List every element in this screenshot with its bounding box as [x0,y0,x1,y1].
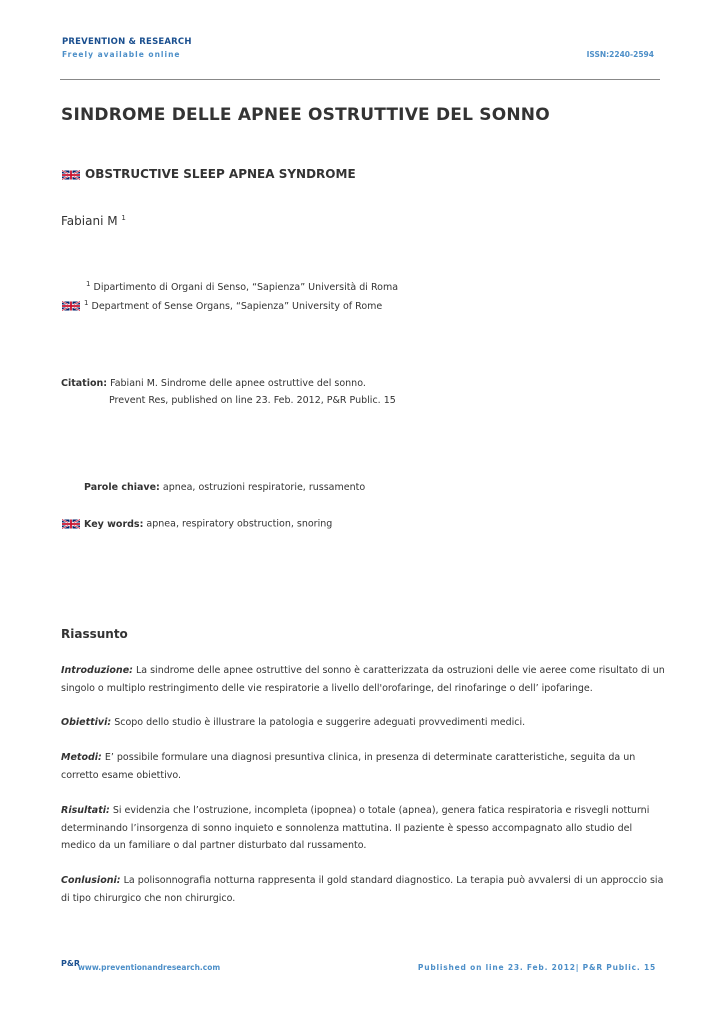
uk-flag-icon [62,169,80,181]
section-label: Introduzione: [61,665,133,676]
uk-flag-icon [62,300,80,312]
issn: ISSN:2240-2594 [586,50,654,59]
section-label: Metodi: [61,752,102,763]
parole-chiave [84,482,365,493]
key-words-text: apnea, respiratory obstruction, snoring [146,518,333,530]
section-text: Scopo dello studio è illustrare la patologia e suggerire adeguati provvedimenti medici. [114,717,526,728]
header-divider [60,79,660,80]
citation-line-2: Prevent Res, published on line 23. Feb. 2012, P&R Public. 15 [109,395,396,406]
abstract-obiettivi [61,714,666,732]
author-affiliation-mark: 1 [121,214,126,222]
abstract-risultati [61,802,666,855]
author [61,214,126,228]
parole-chiave-text: apnea, ostruzioni respiratorie, russamento [162,482,366,493]
affiliation-italian [86,279,399,293]
citation [61,375,396,409]
section-text: La polisonnografia notturna rappresenta il gold standard diagnostico. La terapia può avvalersi di un approccio sia di tipo chirurgico che non chirurgico. [61,875,664,904]
english-title-text: OBSTRUCTIVE SLEEP APNEA SYNDROME [85,167,356,181]
key-words-label: Key words: [84,518,144,530]
affiliation-mark: 1 [86,279,91,288]
abstract-introduzione [61,662,666,697]
abstract-metodi [61,749,666,784]
riassunto-heading: Riassunto [61,627,128,641]
abstract-conclusioni [61,872,666,907]
affiliation-text: Dipartimento di Organi di Senso, “Sapienza” Università di Roma [93,282,399,293]
section-text: E’ possibile formulare una diagnosi presuntiva clinica, in presenza di determinate caratteristiche, seguita da un corretto esame obiettivo. [61,752,636,781]
english-title [62,167,356,181]
section-text: La sindrome delle apnee ostruttive del sonno è caratterizzata da ostruzioni delle vie aeree come risultato di un singolo o multiplo restringimento delle vie respiratorie a livello dell'orofaringe, del rinofaringe o dell’ ipofaringe. [61,665,665,694]
footer-published: Published on line 23. Feb. 2012| P&R Public. 15 [417,963,656,972]
section-label: Obiettivi: [61,717,112,728]
uk-flag-icon [62,518,80,530]
section-label: Conlusioni: [61,875,121,886]
affiliation-text: Department of Sense Organs, “Sapienza” University of Rome [91,300,383,312]
author-name: Fabiani M [61,214,118,228]
citation-label: Citation: [61,378,108,389]
article-title: SINDROME DELLE APNEE OSTRUTTIVE DEL SONNO [61,105,550,125]
affiliation-english [62,300,382,312]
journal-tagline: Freely available online [62,50,181,59]
footer-logo: P&R [61,959,80,968]
journal-logo: PREVENTION & RESEARCH [62,37,192,47]
section-text: Si evidenzia che l’ostruzione, incompleta (ipopnea) o totale (apnea), genera fatica respiratoria e risvegli notturni determinando l’insorgenza di sonno inquieto e sonnolenza mattutina. Il paziente è spesso accompagnato allo studio del medico da un familiare o dal partner disturbato dal russamento. [61,805,650,851]
citation-line-1: Fabiani M. Sindrome delle apnee ostruttive del sonno. [110,378,366,389]
parole-chiave-label: Parole chiave: [84,482,160,493]
key-words [62,518,332,530]
affiliation-mark: 1 [84,298,89,307]
section-label: Risultati: [61,805,110,816]
footer-url[interactable]: www.preventionandresearch.com [78,963,221,972]
